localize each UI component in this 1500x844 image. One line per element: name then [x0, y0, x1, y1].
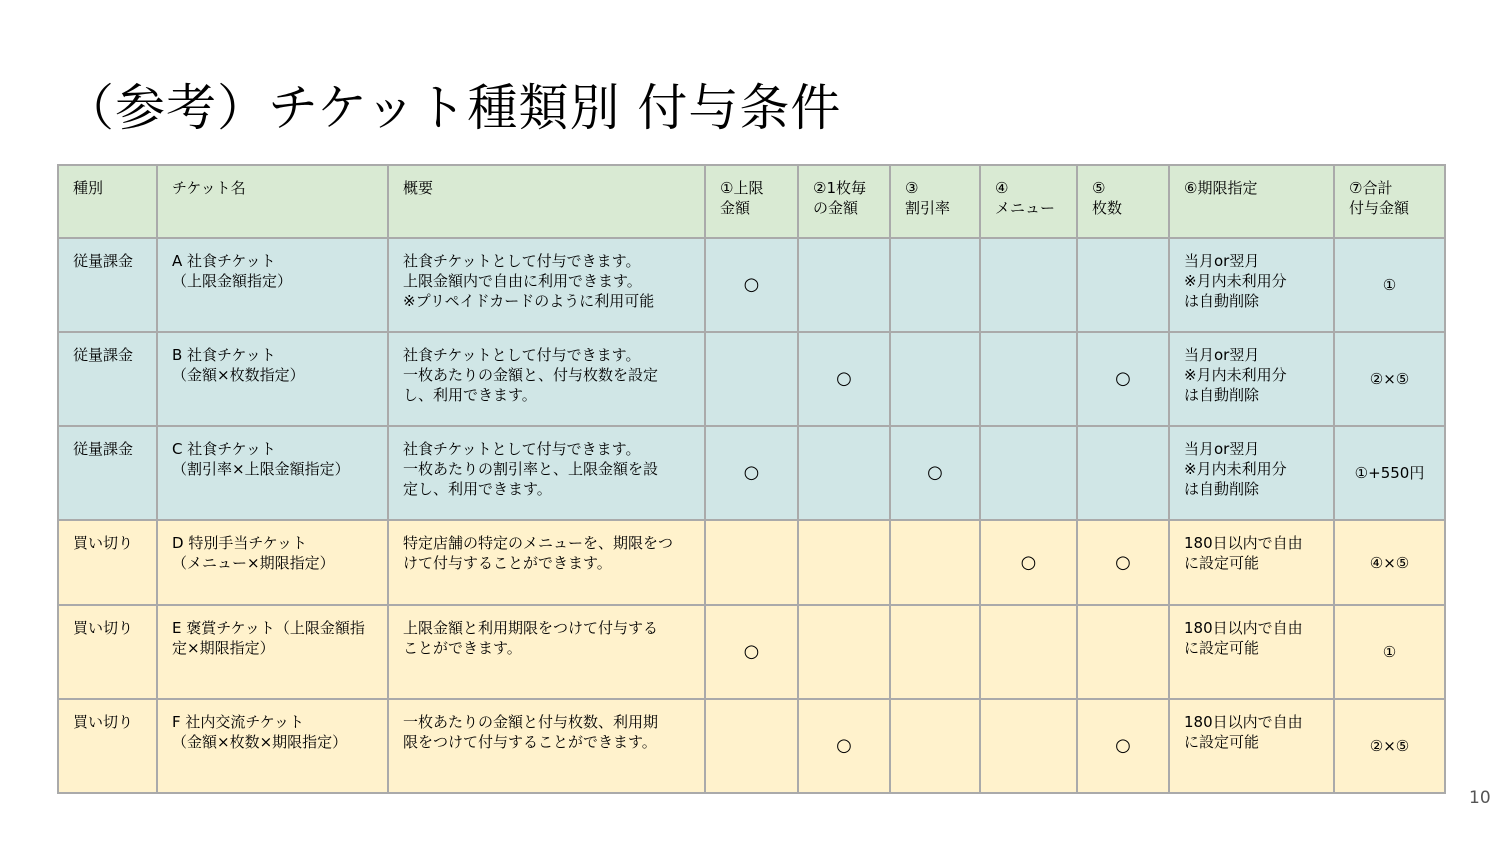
cell-period: 180日以内で自由 に設定可能 [1169, 605, 1334, 699]
cell-cap-amount: ○ [705, 605, 798, 699]
cell-total-amount: ① [1334, 605, 1445, 699]
cell-type: 買い切り [58, 699, 157, 793]
cell-per-ticket-amount [798, 520, 890, 605]
cell-per-ticket-amount: ○ [798, 699, 890, 793]
cell-discount-rate [890, 699, 980, 793]
table-row [58, 699, 1445, 793]
cell-count [1077, 238, 1169, 332]
header-type: 種別 [58, 165, 157, 238]
cell-discount-rate: ○ [890, 426, 980, 520]
header-period: ⑥期限指定 [1169, 165, 1334, 238]
cell-discount-rate [890, 520, 980, 605]
cell-menu [980, 332, 1077, 426]
cell-total-amount: ①+550円 [1334, 426, 1445, 520]
header-ticket-name: チケット名 [157, 165, 388, 238]
cell-period: 当月or翌月 ※月内未利用分 は自動削除 [1169, 238, 1334, 332]
cell-type: 買い切り [58, 605, 157, 699]
cell-discount-rate [890, 332, 980, 426]
cell-count: ○ [1077, 332, 1169, 426]
cell-cap-amount [705, 699, 798, 793]
cell-menu [980, 699, 1077, 793]
cell-type: 従量課金 [58, 426, 157, 520]
ticket-conditions-table [57, 164, 1446, 794]
header-menu: ④ メニュー [980, 165, 1077, 238]
cell-summary: 社食チケットとして付与できます。 一枚あたりの割引率と、上限金額を設 定し、利用できます。 [388, 426, 705, 520]
cell-per-ticket-amount [798, 426, 890, 520]
cell-type: 従量課金 [58, 332, 157, 426]
table-row [58, 520, 1445, 605]
page-number: 10 [1469, 788, 1491, 808]
cell-ticket-name: D 特別手当チケット （メニュー×期限指定） [157, 520, 388, 605]
cell-total-amount: ②×⑤ [1334, 699, 1445, 793]
cell-ticket-name: E 褒賞チケット（上限金額指 定×期限指定） [157, 605, 388, 699]
cell-summary: 一枚あたりの金額と付与枚数、利用期 限をつけて付与することができます。 [388, 699, 705, 793]
cell-cap-amount: ○ [705, 238, 798, 332]
header-summary: 概要 [388, 165, 705, 238]
cell-total-amount: ②×⑤ [1334, 332, 1445, 426]
cell-count [1077, 426, 1169, 520]
cell-per-ticket-amount [798, 605, 890, 699]
cell-type: 従量課金 [58, 238, 157, 332]
cell-count: ○ [1077, 520, 1169, 605]
cell-menu [980, 426, 1077, 520]
cell-ticket-name: C 社食チケット （割引率×上限金額指定） [157, 426, 388, 520]
cell-period: 当月or翌月 ※月内未利用分 は自動削除 [1169, 332, 1334, 426]
cell-summary: 上限金額と利用期限をつけて付与する ことができます。 [388, 605, 705, 699]
cell-summary: 社食チケットとして付与できます。 上限金額内で自由に利用できます。 ※プリペイドカードのように利用可能 [388, 238, 705, 332]
cell-cap-amount [705, 332, 798, 426]
cell-menu [980, 605, 1077, 699]
cell-count [1077, 605, 1169, 699]
header-per-ticket-amount: ②1枚毎 の金額 [798, 165, 890, 238]
cell-ticket-name: F 社内交流チケット （金額×枚数×期限指定） [157, 699, 388, 793]
cell-period: 180日以内で自由 に設定可能 [1169, 520, 1334, 605]
table-row [58, 332, 1445, 426]
cell-discount-rate [890, 605, 980, 699]
cell-summary: 特定店舗の特定のメニューを、期限をつ けて付与することができます。 [388, 520, 705, 605]
cell-type: 買い切り [58, 520, 157, 605]
cell-cap-amount [705, 520, 798, 605]
cell-ticket-name: B 社食チケット （金額×枚数指定） [157, 332, 388, 426]
table-row [58, 605, 1445, 699]
cell-period: 当月or翌月 ※月内未利用分 は自動削除 [1169, 426, 1334, 520]
header-cap-amount: ①上限 金額 [705, 165, 798, 238]
cell-menu [980, 238, 1077, 332]
cell-cap-amount: ○ [705, 426, 798, 520]
cell-per-ticket-amount: ○ [798, 332, 890, 426]
header-total-amount: ⑦合計 付与金額 [1334, 165, 1445, 238]
header-count: ⑤ 枚数 [1077, 165, 1169, 238]
header-discount-rate: ③ 割引率 [890, 165, 980, 238]
header-row [58, 165, 1445, 238]
cell-discount-rate [890, 238, 980, 332]
cell-summary: 社食チケットとして付与できます。 一枚あたりの金額と、付与枚数を設定 し、利用できます。 [388, 332, 705, 426]
cell-menu: ○ [980, 520, 1077, 605]
cell-count: ○ [1077, 699, 1169, 793]
cell-period: 180日以内で自由 に設定可能 [1169, 699, 1334, 793]
table-row [58, 426, 1445, 520]
cell-total-amount: ① [1334, 238, 1445, 332]
cell-total-amount: ④×⑤ [1334, 520, 1445, 605]
cell-ticket-name: A 社食チケット （上限金額指定） [157, 238, 388, 332]
page-title: （参考）チケット種類別 付与条件 [64, 79, 842, 137]
table-row [58, 238, 1445, 332]
cell-per-ticket-amount [798, 238, 890, 332]
